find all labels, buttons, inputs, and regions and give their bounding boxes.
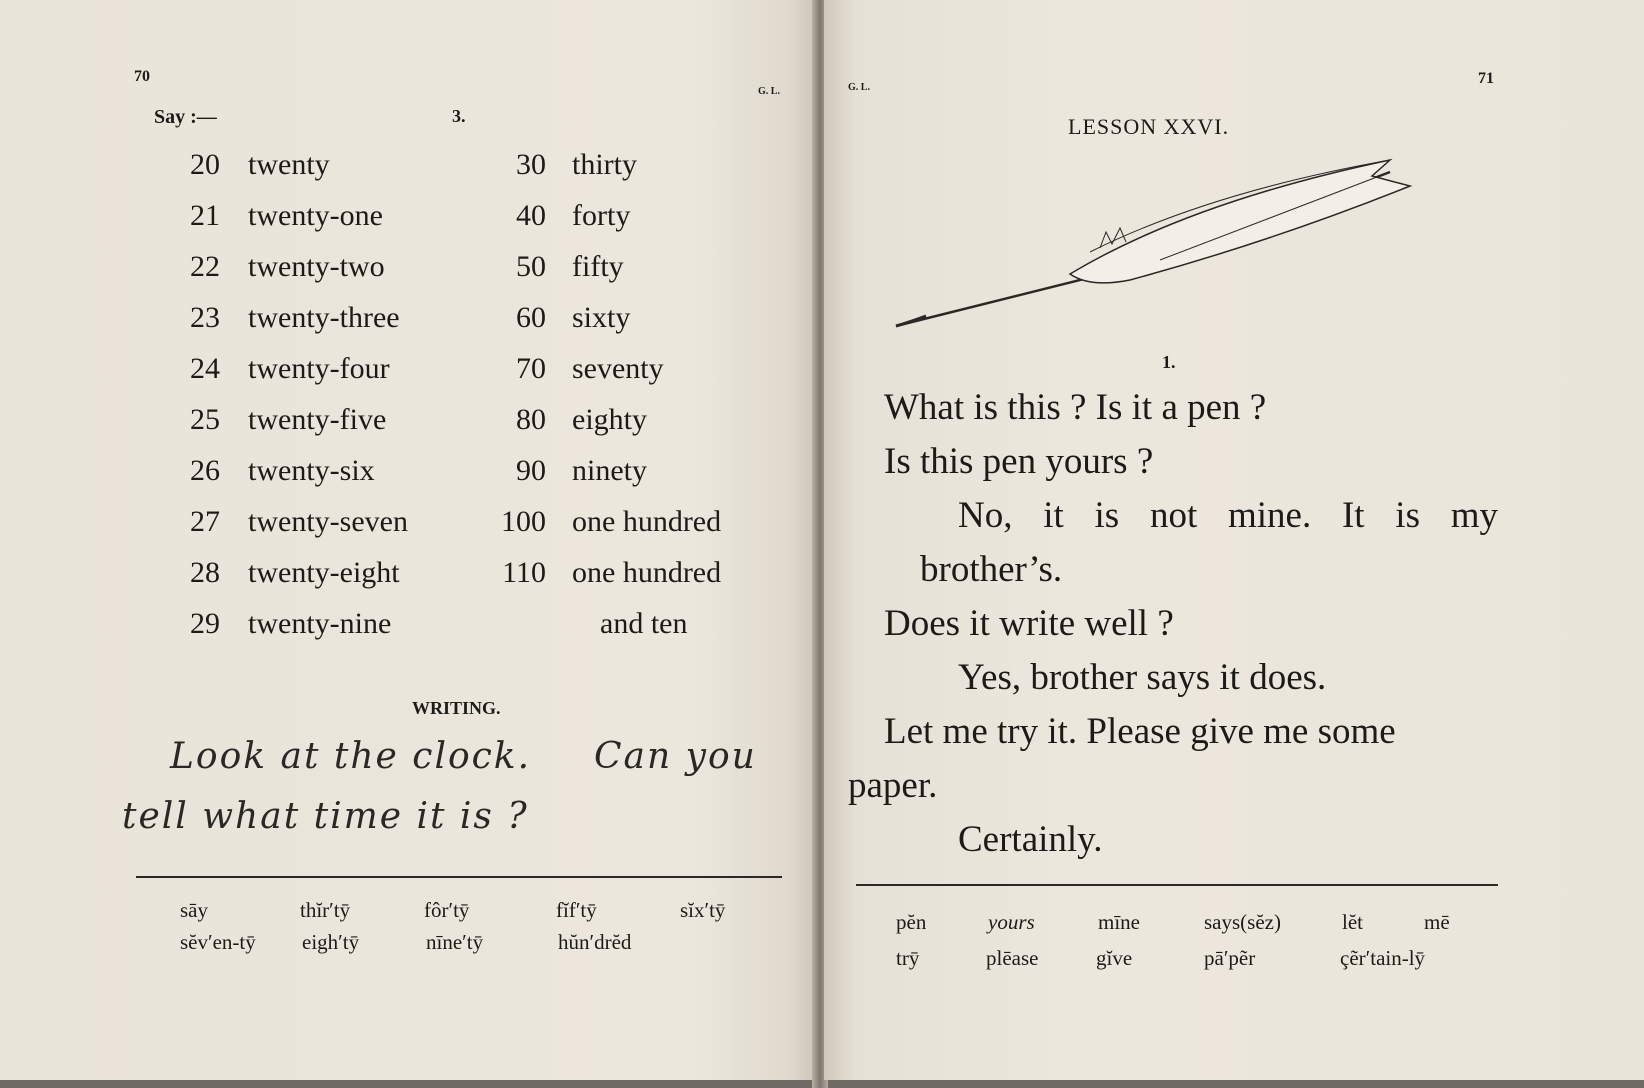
text-line: No, it is not mine. It is my <box>958 495 1498 536</box>
number-row <box>0 199 818 243</box>
number-word: forty <box>572 199 631 232</box>
text-line: Is this pen yours ? <box>884 441 1154 482</box>
text-line: Let me try it. Please give me some <box>884 711 1396 752</box>
number-word: twenty-eight <box>248 556 400 589</box>
number-value: 110 <box>502 556 546 589</box>
number-row <box>0 556 818 600</box>
number-word: twenty-four <box>248 352 390 385</box>
number-value: 80 <box>516 403 546 436</box>
pronunciation-word: says(sĕz) <box>1204 910 1281 934</box>
pronunciation-word: lĕt <box>1342 910 1363 934</box>
number-value: 26 <box>190 454 220 487</box>
number-word: twenty-nine <box>248 607 392 640</box>
number-word: twenty-five <box>248 403 387 436</box>
footer-rule <box>136 876 782 878</box>
page-number-left: 70 <box>134 68 150 85</box>
pronunciation-word: sāy <box>180 898 208 922</box>
number-value: 90 <box>516 454 546 487</box>
number-word: eighty <box>572 403 647 436</box>
number-word: twenty-seven <box>248 505 408 538</box>
number-value: 29 <box>190 607 220 640</box>
say-label: Say :— <box>154 106 217 128</box>
text-line: Does it write well ? <box>884 603 1174 644</box>
pronunciation-word: eigh′tȳ <box>302 930 360 954</box>
pronunciation-word: sĭx′tȳ <box>680 898 726 922</box>
number-value: 21 <box>190 199 220 232</box>
number-value: 30 <box>516 148 546 181</box>
number-row <box>0 403 818 447</box>
number-value: 27 <box>190 505 220 538</box>
lesson-title: LESSON XXVI. <box>1068 114 1230 139</box>
number-value: 22 <box>190 250 220 283</box>
number-word: twenty-six <box>248 454 375 487</box>
number-row <box>0 250 818 294</box>
number-value: 100 <box>501 505 546 538</box>
number-word: twenty-two <box>248 250 385 283</box>
number-value: 40 <box>516 199 546 232</box>
number-row <box>0 607 818 651</box>
section-number-left: 3. <box>452 106 466 126</box>
writing-heading: WRITING. <box>412 698 501 718</box>
pronunciation-word: mīne <box>1098 910 1140 934</box>
number-row <box>0 454 818 498</box>
number-word: seventy <box>572 352 664 385</box>
number-value: 25 <box>190 403 220 436</box>
left-page <box>0 0 818 1080</box>
page-number-right: 71 <box>1478 70 1494 87</box>
writing-line: Can you <box>594 736 757 777</box>
number-row <box>0 352 818 396</box>
number-value: 23 <box>190 301 220 334</box>
text-line: What is this ? Is it a pen ? <box>884 387 1267 428</box>
pronunciation-word: fôr′tȳ <box>424 898 470 922</box>
number-value: 60 <box>516 301 546 334</box>
number-value: 24 <box>190 352 220 385</box>
footer-rule <box>856 884 1498 886</box>
text-line: brother’s. <box>920 549 1063 590</box>
pronunciation-word: nīne′tȳ <box>426 930 484 954</box>
pronunciation-word: pĕn <box>896 910 927 934</box>
pronunciation-word: çẽr′tain-lȳ <box>1340 946 1426 970</box>
number-row <box>0 301 818 345</box>
number-value: 20 <box>190 148 220 181</box>
writing-line: Look at the clock. <box>170 736 532 777</box>
number-word: ninety <box>572 454 647 487</box>
pronunciation-word: plēase <box>986 946 1039 970</box>
pronunciation-word: gĭve <box>1096 946 1133 970</box>
number-word: one hundred <box>572 556 722 589</box>
pronunciation-word: hŭn′drĕd <box>558 930 632 954</box>
number-value: 50 <box>516 250 546 283</box>
pronunciation-word: trȳ <box>896 946 920 970</box>
number-word: and ten <box>600 607 688 640</box>
pronunciation-word: fĭf′tȳ <box>556 898 597 922</box>
section-number-right: 1. <box>1162 352 1176 372</box>
pronunciation-word: pā′pẽr <box>1204 946 1256 970</box>
number-word: fifty <box>572 250 624 283</box>
number-word: one hundred <box>572 505 722 538</box>
number-word: twenty-one <box>248 199 383 232</box>
number-word: sixty <box>572 301 631 334</box>
text-line: paper. <box>848 765 938 806</box>
pronunciation-word: yours <box>988 910 1035 934</box>
pronunciation-word: thĭr′tȳ <box>300 898 351 922</box>
number-value: 70 <box>516 352 546 385</box>
number-row <box>0 148 818 192</box>
number-value: 28 <box>190 556 220 589</box>
writing-line: tell what time it is ? <box>122 796 529 837</box>
corner-mark-right: G. L. <box>848 82 870 93</box>
number-word: twenty <box>248 148 330 181</box>
right-page <box>824 0 1644 1080</box>
number-row <box>0 505 818 549</box>
pronunciation-word: mē <box>1424 910 1450 934</box>
quill-pen-icon <box>890 152 1450 332</box>
pronunciation-word: sĕv′en-tȳ <box>180 930 256 954</box>
text-line: Yes, brother says it does. <box>958 657 1327 698</box>
number-word: twenty-three <box>248 301 400 334</box>
text-line: Certainly. <box>958 819 1103 860</box>
corner-mark-left: G. L. <box>758 86 780 97</box>
number-word: thirty <box>572 148 637 181</box>
